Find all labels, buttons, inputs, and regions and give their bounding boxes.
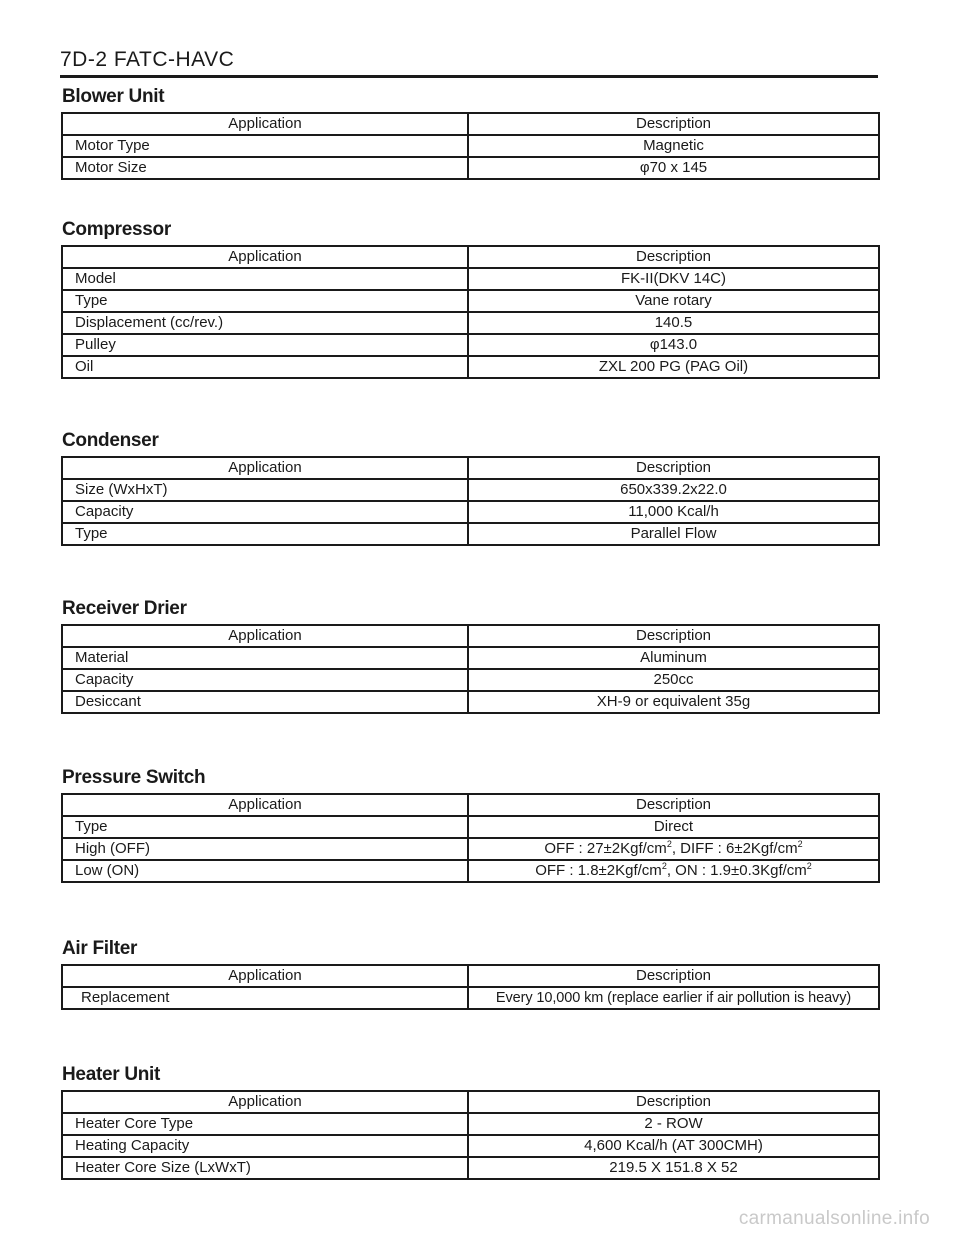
table-row — [62, 501, 879, 523]
table-row — [62, 479, 879, 501]
section-title: Receiver Drier — [62, 598, 187, 619]
application-cell: Capacity — [62, 669, 468, 691]
section-title: Condenser — [62, 430, 159, 451]
spec-table — [61, 456, 880, 546]
table-header-row — [62, 457, 879, 479]
section-air-filter — [61, 938, 878, 1010]
column-header-description: Description — [468, 113, 879, 135]
table-row — [62, 647, 879, 669]
superscript: 2 — [797, 839, 803, 849]
description-cell: 2 - ROW — [468, 1113, 879, 1135]
column-header-description: Description — [468, 965, 879, 987]
column-header-application: Application — [62, 113, 468, 135]
application-cell: Capacity — [62, 501, 468, 523]
description-cell: Magnetic — [468, 135, 879, 157]
table-row — [62, 312, 879, 334]
description-cell: Parallel Flow — [468, 523, 879, 545]
column-header-description: Description — [468, 794, 879, 816]
description-cell: ZXL 200 PG (PAG Oil) — [468, 356, 879, 378]
description-cell — [468, 838, 879, 860]
table-header-row — [62, 1091, 879, 1113]
description-cell: Every 10,000 km (replace earlier if air pollution is heavy) — [468, 987, 879, 1009]
section-condenser — [61, 430, 878, 546]
section-compressor — [61, 219, 878, 379]
superscript: 2 — [661, 861, 667, 871]
superscript: 2 — [806, 861, 812, 871]
application-cell: Displacement (cc/rev.) — [62, 312, 468, 334]
column-header-description: Description — [468, 625, 879, 647]
section-heater-unit — [61, 1064, 878, 1180]
column-header-application: Application — [62, 246, 468, 268]
description-cell: XH-9 or equivalent 35g — [468, 691, 879, 713]
application-cell: Low (ON) — [62, 860, 468, 882]
description-cell: FK-II(DKV 14C) — [468, 268, 879, 290]
application-cell: Heater Core Size (LxWxT) — [62, 1157, 468, 1179]
table-row — [62, 669, 879, 691]
application-cell: Type — [62, 523, 468, 545]
description-cell: Aluminum — [468, 647, 879, 669]
spec-table — [61, 245, 880, 379]
table-row — [62, 290, 879, 312]
table-row — [62, 334, 879, 356]
column-header-application: Application — [62, 457, 468, 479]
column-header-application: Application — [62, 965, 468, 987]
table-row — [62, 1157, 879, 1179]
table-header-row — [62, 794, 879, 816]
table-row — [62, 816, 879, 838]
application-cell: Heater Core Type — [62, 1113, 468, 1135]
table-row — [62, 157, 879, 179]
spec-table — [61, 112, 880, 180]
table-header-row — [62, 625, 879, 647]
table-row — [62, 1113, 879, 1135]
table-row — [62, 838, 879, 860]
section-title: Blower Unit — [62, 86, 165, 107]
application-cell: Model — [62, 268, 468, 290]
description-cell: φ143.0 — [468, 334, 879, 356]
column-header-description: Description — [468, 246, 879, 268]
description-cell: 11,000 Kcal/h — [468, 501, 879, 523]
description-text: OFF : 27±2Kgf/cm — [544, 840, 667, 857]
column-header-application: Application — [62, 1091, 468, 1113]
table-row — [62, 356, 879, 378]
section-title: Pressure Switch — [62, 767, 206, 788]
table-header-row — [62, 965, 879, 987]
chapter-title: FATC-HAVC — [113, 48, 235, 71]
column-header-description: Description — [468, 1091, 879, 1113]
application-cell: Motor Size — [62, 157, 468, 179]
application-cell: Type — [62, 290, 468, 312]
application-cell: Material — [62, 647, 468, 669]
description-cell: 219.5 X 151.8 X 52 — [468, 1157, 879, 1179]
section-receiver-drier — [61, 598, 878, 714]
description-cell: φ70 x 145 — [468, 157, 879, 179]
description-cell: 4,600 Kcal/h (AT 300CMH) — [468, 1135, 879, 1157]
application-cell: Size (WxHxT) — [62, 479, 468, 501]
table-row — [62, 1135, 879, 1157]
table-row — [62, 860, 879, 882]
page-header — [60, 48, 878, 78]
spec-table — [61, 624, 880, 714]
description-cell: Direct — [468, 816, 879, 838]
description-cell: 650x339.2x22.0 — [468, 479, 879, 501]
section-title: Compressor — [62, 219, 171, 240]
application-cell: Oil — [62, 356, 468, 378]
application-cell: Pulley — [62, 334, 468, 356]
page-code: 7D-2 — [60, 48, 108, 71]
spec-table — [61, 793, 880, 883]
table-row — [62, 268, 879, 290]
section-pressure-switch — [61, 767, 878, 883]
application-cell: High (OFF) — [62, 838, 468, 860]
table-header-row — [62, 113, 879, 135]
section-title: Heater Unit — [62, 1064, 161, 1085]
table-header-row — [62, 246, 879, 268]
section-blower-unit — [61, 86, 878, 180]
spec-table — [61, 1090, 880, 1180]
table-row — [62, 691, 879, 713]
application-cell: Motor Type — [62, 135, 468, 157]
spec-table — [61, 964, 880, 1010]
watermark: carmanualsonline.info — [738, 1208, 930, 1229]
description-cell: 140.5 — [468, 312, 879, 334]
section-title: Air Filter — [62, 938, 138, 959]
table-row — [62, 987, 879, 1009]
application-cell: Replacement — [62, 987, 468, 1009]
column-header-description: Description — [468, 457, 879, 479]
application-cell: Desiccant — [62, 691, 468, 713]
superscript: 2 — [666, 839, 672, 849]
column-header-application: Application — [62, 625, 468, 647]
description-text: , ON : 1.9±0.3Kgf/cm — [666, 862, 807, 879]
description-cell — [468, 860, 879, 882]
application-cell: Heating Capacity — [62, 1135, 468, 1157]
description-cell: Vane rotary — [468, 290, 879, 312]
table-row — [62, 135, 879, 157]
description-text: OFF : 1.8±2Kgf/cm — [535, 862, 662, 879]
description-cell: 250cc — [468, 669, 879, 691]
column-header-application: Application — [62, 794, 468, 816]
application-cell: Type — [62, 816, 468, 838]
table-row — [62, 523, 879, 545]
description-text: , DIFF : 6±2Kgf/cm — [671, 840, 798, 857]
